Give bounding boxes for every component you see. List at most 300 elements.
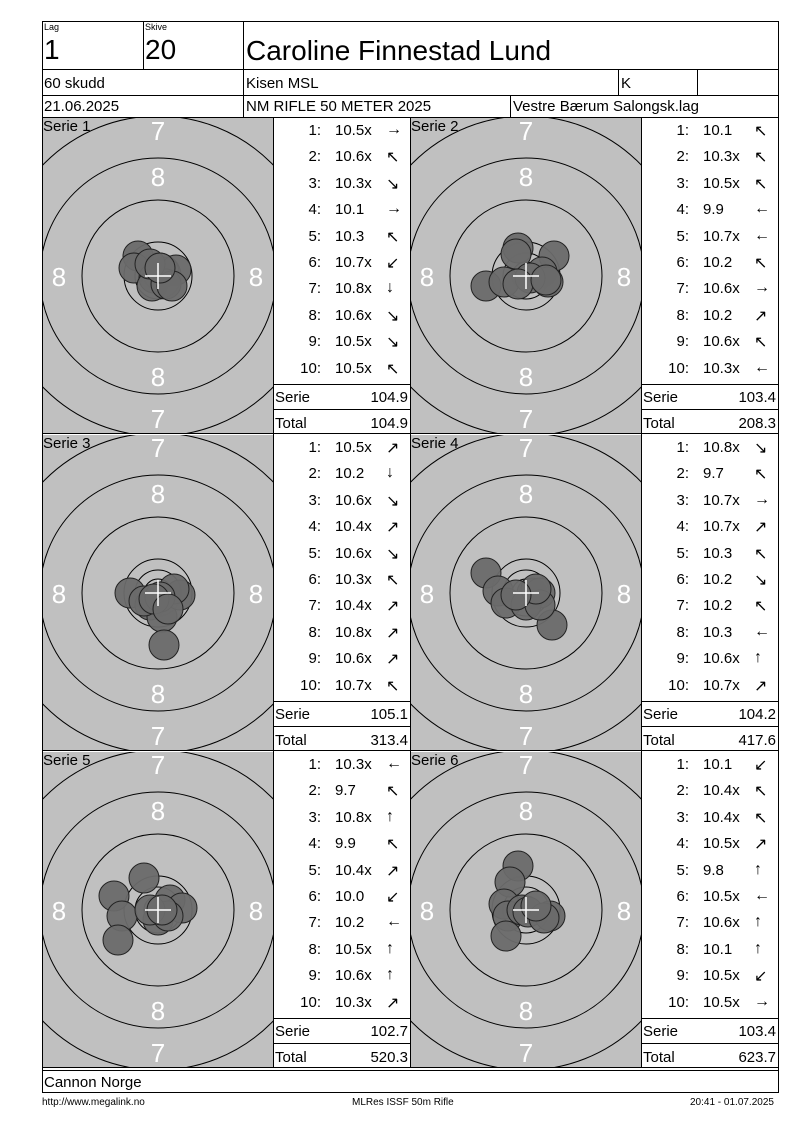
shot-direction-icon: ↖ — [754, 123, 768, 140]
divider — [641, 117, 642, 434]
shot-direction-icon: ← — [754, 226, 770, 244]
shot-direction-icon: ↖ — [754, 175, 768, 193]
shot-score: 10.3 — [703, 544, 733, 562]
shot-number: 9: — [676, 967, 689, 985]
shot-hole — [491, 921, 521, 951]
ring-number: 8 — [616, 896, 632, 926]
shot-number: 5: — [308, 861, 321, 879]
shot-number: 1: — [676, 122, 689, 139]
shooter-name: Caroline Finnestad Lund — [246, 35, 552, 66]
ring-number: 8 — [518, 679, 534, 709]
shot-direction-icon: ↖ — [754, 149, 768, 167]
shot-direction-icon: ↘ — [386, 307, 400, 325]
divider — [641, 434, 642, 751]
shot-score: 10.3x — [703, 359, 740, 377]
shot-direction-icon: ↓ — [386, 464, 394, 482]
ring-number: 8 — [150, 362, 166, 392]
ring-number: 7 — [518, 1038, 534, 1067]
ring-number: 8 — [248, 896, 264, 926]
shot-score: 10.5x — [703, 993, 740, 1011]
shot-direction-icon: ↘ — [386, 334, 400, 352]
divider — [641, 1043, 778, 1044]
total-value: 623.7 — [738, 1049, 776, 1066]
shot-number: 7: — [308, 280, 321, 298]
shot-score: 10.2 — [703, 254, 733, 271]
shot-score: 10.5x — [703, 835, 740, 853]
shot-score: 10.5x — [335, 333, 372, 351]
divider — [42, 95, 779, 96]
shot-score: 10.6x — [703, 333, 740, 351]
shot-number: 10: — [300, 359, 321, 377]
event-name: NM RIFLE 50 METER 2025 — [246, 98, 432, 115]
shot-hole — [149, 630, 179, 660]
shot-score: 10.2 — [335, 914, 365, 932]
shot-score: 10.8x — [703, 439, 740, 456]
shot-number: 7: — [676, 597, 689, 615]
shot-direction-icon: ↑ — [754, 860, 762, 878]
shot-score: 10.8x — [335, 280, 372, 298]
divider — [273, 117, 274, 434]
shot-direction-icon: → — [754, 490, 770, 508]
divider — [273, 701, 410, 702]
shot-score: 10.1 — [335, 201, 365, 219]
shot-score: 10.6x — [703, 914, 740, 932]
shot-number: 8: — [308, 940, 321, 958]
shot-number: 3: — [308, 808, 321, 826]
shot-direction-icon: ← — [754, 358, 770, 376]
ring-number: 8 — [419, 896, 435, 926]
shot-count: 60 skudd — [44, 75, 105, 92]
shot-direction-icon: ↖ — [754, 783, 768, 801]
shot-score: 10.5x — [703, 967, 740, 985]
shot-number: 10: — [300, 676, 321, 694]
shot-number: 8: — [308, 306, 321, 324]
divider — [273, 409, 410, 410]
ring-number: 7 — [150, 118, 166, 146]
shot-direction-icon: ↖ — [754, 255, 768, 272]
ring-number: 7 — [150, 404, 166, 433]
shot-direction-icon: ↙ — [386, 255, 400, 272]
shot-direction-icon: ↖ — [754, 334, 768, 352]
serie-value: 102.7 — [370, 1023, 408, 1040]
target-card — [43, 752, 273, 1067]
divider — [273, 751, 274, 1068]
shot-number: 1: — [676, 756, 689, 773]
shot-score: 9.7 — [335, 782, 356, 800]
shot-hole — [503, 269, 533, 299]
divider — [42, 433, 410, 434]
total-value: 417.6 — [738, 732, 776, 749]
shot-number: 2: — [676, 782, 689, 800]
series-title: Serie 4 — [411, 435, 459, 452]
shot-number: 6: — [676, 254, 689, 271]
shot-number: 2: — [308, 148, 321, 166]
shot-number: 7: — [308, 914, 321, 932]
shot-number: 9: — [676, 333, 689, 351]
shot-score: 10.2 — [703, 571, 733, 588]
shot-direction-icon: ↖ — [386, 149, 400, 167]
shot-score: 10.3x — [703, 148, 740, 166]
shot-number: 10: — [668, 359, 689, 377]
ring-number: 8 — [150, 162, 166, 192]
ring-number: 8 — [419, 579, 435, 609]
shot-score: 10.6x — [335, 967, 372, 985]
sponsor-name: Cannon Norge — [44, 1074, 142, 1091]
shot-score: 10.8x — [335, 808, 372, 826]
shot-number: 5: — [676, 227, 689, 245]
shot-score: 10.3x — [335, 993, 372, 1011]
divider — [273, 434, 274, 751]
shot-direction-icon: → — [754, 992, 770, 1010]
series-title: Serie 1 — [43, 118, 91, 135]
shot-score: 10.2 — [335, 465, 365, 483]
shot-number: 9: — [676, 650, 689, 668]
shot-direction-icon: ↙ — [754, 968, 768, 986]
shot-score: 10.7x — [703, 676, 740, 694]
shot-number: 5: — [676, 544, 689, 562]
shot-score: 10.5x — [335, 940, 372, 958]
shot-direction-icon: ↑ — [386, 939, 394, 957]
ring-number: 7 — [518, 721, 534, 750]
shot-hole — [531, 265, 561, 295]
total-label: Total — [275, 732, 307, 749]
divider — [618, 69, 619, 95]
shot-direction-icon: ↘ — [754, 440, 768, 457]
shot-hole — [145, 253, 175, 283]
serie-label: Serie — [275, 706, 311, 723]
serie-value: 105.1 — [370, 706, 408, 723]
shot-score: 9.7 — [703, 465, 724, 483]
ring-number: 7 — [518, 752, 534, 780]
ring-number: 8 — [51, 579, 67, 609]
shot-direction-icon: ↖ — [754, 598, 768, 616]
ring-number: 8 — [248, 579, 264, 609]
shot-direction-icon: ↗ — [386, 519, 400, 537]
target-card — [43, 435, 273, 750]
shot-score: 10.4x — [335, 597, 372, 615]
shot-score: 10.8x — [335, 623, 372, 641]
divider — [243, 21, 244, 117]
serie-label: Serie — [643, 389, 679, 406]
shot-number: 9: — [308, 650, 321, 668]
shot-direction-icon: ↑ — [754, 649, 762, 667]
shot-score: 10.6x — [335, 306, 372, 324]
shot-score: 10.1 — [703, 756, 733, 773]
divider — [410, 751, 411, 1068]
shot-direction-icon: ↖ — [386, 783, 400, 801]
shot-number: 4: — [308, 201, 321, 219]
ring-number: 8 — [518, 162, 534, 192]
lag-label: Lag — [44, 22, 60, 32]
shot-number: 4: — [676, 518, 689, 536]
shot-direction-icon: ↗ — [386, 624, 400, 642]
divider — [410, 1067, 779, 1068]
ring-number: 7 — [518, 118, 534, 146]
shot-number: 9: — [308, 333, 321, 351]
shot-direction-icon: ↗ — [386, 651, 400, 669]
divider — [410, 434, 411, 751]
shot-score: 10.7x — [335, 254, 372, 271]
shot-direction-icon: ↖ — [754, 809, 768, 827]
shot-score: 10.3 — [335, 227, 365, 245]
shot-number: 5: — [676, 861, 689, 879]
shot-number: 7: — [676, 280, 689, 298]
shot-direction-icon: ↑ — [386, 966, 394, 984]
shot-number: 3: — [676, 491, 689, 509]
shot-score: 10.5x — [335, 359, 372, 377]
shot-number: 7: — [308, 597, 321, 615]
shot-direction-icon: ← — [754, 200, 770, 218]
ring-number: 8 — [616, 579, 632, 609]
serie-label: Serie — [275, 1023, 311, 1040]
shot-number: 10: — [668, 993, 689, 1011]
total-label: Total — [643, 415, 675, 432]
shot-direction-icon: ↗ — [386, 862, 400, 880]
shot-score: 10.7x — [335, 676, 372, 694]
shot-number: 3: — [308, 491, 321, 509]
shot-direction-icon: ↖ — [754, 466, 768, 484]
ring-number: 8 — [51, 262, 67, 292]
shot-direction-icon: ↖ — [386, 228, 400, 246]
footer-software: MLRes ISSF 50m Rifle — [352, 1097, 454, 1108]
ring-number: 8 — [518, 362, 534, 392]
shot-number: 6: — [676, 571, 689, 588]
ring-number: 8 — [419, 262, 435, 292]
shot-score: 10.6x — [335, 148, 372, 166]
shot-score: 9.8 — [703, 861, 724, 879]
total-value: 313.4 — [370, 732, 408, 749]
shot-direction-icon: ↖ — [386, 836, 400, 854]
serie-label: Serie — [643, 1023, 679, 1040]
shot-direction-icon: ↗ — [754, 307, 768, 325]
shot-score: 10.3x — [335, 756, 372, 773]
shot-number: 1: — [308, 439, 321, 456]
divider — [697, 69, 698, 95]
shot-direction-icon: ↗ — [386, 440, 400, 457]
shot-direction-icon: ← — [386, 913, 402, 931]
ring-number: 8 — [518, 796, 534, 826]
ring-number: 8 — [150, 796, 166, 826]
ring-number: 8 — [51, 896, 67, 926]
footer-url[interactable]: http://www.megalink.no — [42, 1097, 145, 1108]
shot-number: 1: — [676, 439, 689, 456]
divider — [410, 433, 779, 434]
ring-number: 7 — [150, 1038, 166, 1067]
shot-direction-icon: → — [386, 121, 402, 138]
event-date: 21.06.2025 — [44, 98, 120, 115]
shot-score: 10.4x — [703, 782, 740, 800]
target-card — [411, 435, 641, 750]
shot-score: 10.2 — [703, 306, 733, 324]
shot-score: 10.5x — [703, 174, 740, 192]
total-label: Total — [275, 415, 307, 432]
shot-number: 5: — [308, 227, 321, 245]
shot-score: 10.7x — [703, 227, 740, 245]
shot-hole — [129, 863, 159, 893]
serie-value: 104.2 — [738, 706, 776, 723]
shot-number: 7: — [676, 914, 689, 932]
shot-score: 10.3x — [335, 571, 372, 588]
skive-label: Skive — [145, 22, 168, 32]
target-card — [43, 118, 273, 433]
shot-number: 3: — [676, 174, 689, 192]
shot-number: 4: — [308, 835, 321, 853]
club-name: Kisen MSL — [246, 75, 319, 92]
ring-number: 8 — [518, 996, 534, 1026]
shot-number: 6: — [676, 888, 689, 905]
shot-number: 4: — [676, 835, 689, 853]
shot-number: 8: — [676, 623, 689, 641]
shot-score: 10.6x — [703, 280, 740, 298]
total-label: Total — [643, 732, 675, 749]
ring-number: 8 — [150, 679, 166, 709]
shot-score: 10.6x — [335, 544, 372, 562]
series-title: Serie 3 — [43, 435, 91, 452]
target-diagram — [411, 118, 641, 433]
series-title: Serie 2 — [411, 118, 459, 135]
series-title: Serie 5 — [43, 752, 91, 769]
shot-hole — [103, 925, 133, 955]
target-diagram — [43, 435, 273, 750]
shot-score: 9.9 — [335, 835, 356, 853]
shot-number: 6: — [308, 254, 321, 271]
shot-direction-icon: ↑ — [754, 913, 762, 931]
serie-value: 103.4 — [738, 1023, 776, 1040]
divider — [42, 750, 410, 751]
shot-direction-icon: ↘ — [386, 545, 400, 563]
shot-direction-icon: ↘ — [386, 175, 400, 193]
shot-direction-icon: ↙ — [386, 889, 400, 906]
divider — [42, 69, 779, 70]
serie-value: 103.4 — [738, 389, 776, 406]
divider — [42, 1067, 410, 1068]
shot-score: 10.1 — [703, 940, 733, 958]
shot-number: 10: — [300, 993, 321, 1011]
shot-direction-icon: ↗ — [754, 519, 768, 537]
ring-number: 7 — [518, 435, 534, 463]
ring-number: 8 — [616, 262, 632, 292]
shot-number: 6: — [308, 571, 321, 588]
divider — [641, 384, 778, 385]
shot-score: 10.4x — [335, 518, 372, 536]
shot-number: 8: — [676, 940, 689, 958]
shot-number: 9: — [308, 967, 321, 985]
divider — [273, 1043, 410, 1044]
shot-score: 10.6x — [335, 491, 372, 509]
target-diagram — [411, 752, 641, 1067]
divider — [42, 1070, 779, 1071]
serie-value: 104.9 — [370, 389, 408, 406]
shot-number: 1: — [308, 122, 321, 139]
lag-value: 1 — [44, 34, 60, 65]
shot-number: 5: — [308, 544, 321, 562]
divider — [273, 1018, 410, 1019]
shot-number: 3: — [308, 174, 321, 192]
divider — [410, 750, 779, 751]
shot-direction-icon: ↓ — [386, 279, 394, 297]
shot-score: 10.5x — [335, 122, 372, 139]
shot-score: 10.4x — [335, 861, 372, 879]
shot-number: 2: — [308, 465, 321, 483]
shot-number: 8: — [308, 623, 321, 641]
ring-number: 7 — [518, 404, 534, 433]
ring-number: 8 — [150, 996, 166, 1026]
shot-score: 10.7x — [703, 518, 740, 536]
total-value: 208.3 — [738, 415, 776, 432]
shot-direction-icon: ↑ — [754, 939, 762, 957]
shot-score: 10.7x — [703, 491, 740, 509]
shot-score: 10.4x — [703, 808, 740, 826]
skive-value: 20 — [145, 34, 177, 65]
shot-direction-icon: ↗ — [386, 994, 400, 1012]
ring-number: 8 — [150, 479, 166, 509]
divider — [641, 726, 778, 727]
target-diagram — [43, 118, 273, 433]
shot-score: 10.5x — [335, 439, 372, 456]
shot-number: 10: — [668, 676, 689, 694]
organizer-name: Vestre Bærum Salongsk.lag — [513, 98, 699, 115]
target-diagram — [43, 752, 273, 1067]
divider — [641, 1018, 778, 1019]
total-value: 520.3 — [370, 1049, 408, 1066]
shot-number: 2: — [676, 148, 689, 166]
footer-timestamp: 20:41 - 01.07.2025 — [690, 1097, 774, 1108]
series-title: Serie 6 — [411, 752, 459, 769]
shot-direction-icon: ← — [754, 887, 770, 904]
shot-direction-icon: ↑ — [386, 807, 394, 825]
target-diagram — [411, 435, 641, 750]
shot-direction-icon: ↖ — [386, 360, 400, 378]
serie-label: Serie — [275, 389, 311, 406]
shot-score: 10.2 — [703, 597, 733, 615]
shot-score: 9.9 — [703, 201, 724, 219]
shot-direction-icon: → — [754, 279, 770, 297]
shot-direction-icon: ← — [386, 755, 402, 772]
shot-score: 10.5x — [703, 888, 740, 905]
target-card — [411, 752, 641, 1067]
divider — [641, 701, 778, 702]
shot-score: 10.0 — [335, 888, 365, 905]
shot-direction-icon: ↙ — [754, 757, 768, 774]
shot-direction-icon: ↖ — [754, 545, 768, 563]
shot-number: 8: — [676, 306, 689, 324]
divider — [273, 726, 410, 727]
shot-score: 10.3x — [335, 174, 372, 192]
shot-direction-icon: ↖ — [386, 677, 400, 695]
shot-direction-icon: ↘ — [754, 572, 768, 589]
shot-direction-icon: ↖ — [386, 572, 400, 589]
shot-number: 1: — [308, 756, 321, 773]
shot-number: 3: — [676, 808, 689, 826]
shot-number: 4: — [308, 518, 321, 536]
shot-score: 10.3 — [703, 623, 733, 641]
total-label: Total — [643, 1049, 675, 1066]
divider — [273, 384, 410, 385]
total-label: Total — [275, 1049, 307, 1066]
shot-direction-icon: ↗ — [754, 836, 768, 854]
shot-number: 4: — [676, 201, 689, 219]
shot-direction-icon: ← — [754, 622, 770, 640]
shot-direction-icon: ↘ — [386, 492, 400, 510]
shot-direction-icon: → — [386, 200, 402, 218]
divider — [143, 21, 144, 69]
ring-number: 7 — [150, 721, 166, 750]
serie-label: Serie — [643, 706, 679, 723]
divider — [510, 95, 511, 117]
divider — [410, 117, 411, 434]
shot-number: 2: — [308, 782, 321, 800]
target-card — [411, 118, 641, 433]
